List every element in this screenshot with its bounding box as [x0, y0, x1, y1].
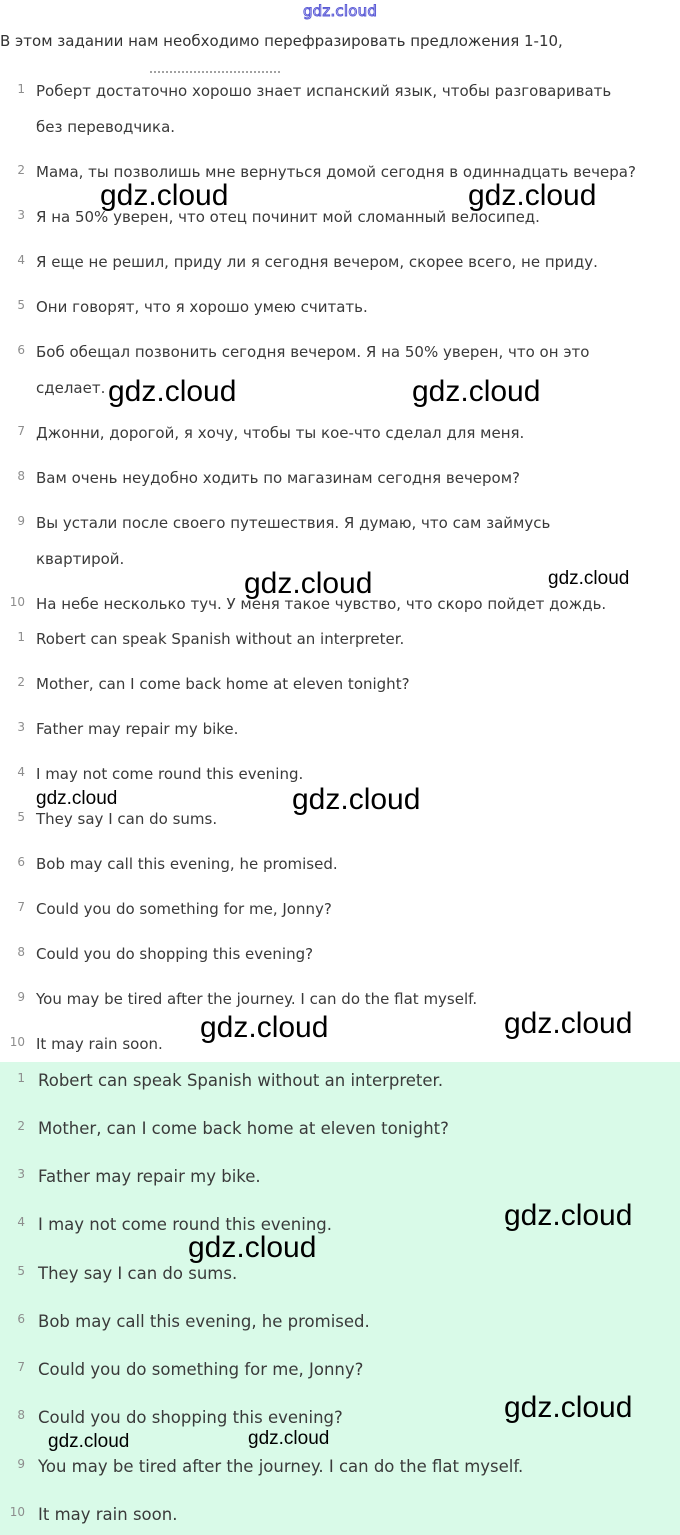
- watermark: gdz.cloud: [200, 1011, 329, 1044]
- item-number: 8: [17, 469, 25, 483]
- cut-off-text-line: [150, 71, 280, 77]
- item-text: Я еще не решил, приду ли я сегодня вечером, скорее всего, не приду.: [36, 253, 598, 271]
- item-number: 6: [17, 343, 25, 357]
- watermark: gdz.cloud: [100, 179, 229, 212]
- item-text: Джонни, дорогой, я хочу, чтобы ты кое-что сделал для меня.: [36, 424, 525, 442]
- item-text: Mother, can I come back home at eleven tonight?: [38, 1119, 449, 1138]
- watermark: gdz.cloud: [412, 375, 541, 408]
- item-text: I may not come round this evening.: [38, 1215, 332, 1234]
- item-text: They say I can do sums.: [36, 810, 218, 828]
- item-number: 1: [17, 630, 25, 644]
- item-number: 8: [17, 945, 25, 959]
- item-number: 3: [17, 208, 25, 222]
- item-number: 10: [9, 595, 25, 609]
- item-number: 9: [17, 1457, 25, 1471]
- item-text: It may rain soon.: [36, 1035, 163, 1053]
- item-number: 9: [17, 990, 25, 1004]
- item-number: 2: [17, 675, 25, 689]
- watermark: gdz.cloud: [468, 179, 597, 212]
- item-number: 5: [17, 1264, 25, 1278]
- item-text: Роберт достаточно хорошо знает испанский язык, чтобы разговаривать: [36, 82, 612, 100]
- watermark: gdz.cloud: [504, 1199, 633, 1232]
- watermark: gdz.cloud: [244, 567, 373, 600]
- item-text: It may rain soon.: [38, 1505, 178, 1524]
- item-text: Robert can speak Spanish without an interpreter.: [36, 630, 405, 648]
- item-number: 1: [17, 1071, 25, 1085]
- item-text: На небе несколько туч. У меня такое чувство, что скоро пойдет дождь.: [36, 595, 607, 613]
- watermark: gdz.cloud: [108, 375, 237, 408]
- item-text: Боб обещал позвонить сегодня вечером. Я на 50% уверен, что он это: [36, 343, 590, 361]
- site-logo[interactable]: gdz.cloud: [302, 2, 378, 20]
- watermark: gdz.cloud: [548, 568, 630, 589]
- intro-text: В этом задании нам необходимо перефразировать предложения 1-10,: [0, 32, 563, 50]
- item-text: You may be tired after the journey. I can do the flat myself.: [38, 1457, 524, 1476]
- watermark: gdz.cloud: [36, 788, 118, 809]
- item-number: 6: [17, 855, 25, 869]
- item-text: Вы устали после своего путешествия. Я думаю, что сам займусь: [36, 514, 551, 532]
- item-text: Они говорят, что я хорошо умею считать.: [36, 298, 368, 316]
- watermark: gdz.cloud: [248, 1428, 330, 1449]
- item-number: 5: [17, 298, 25, 312]
- item-text: Bob may call this evening, he promised.: [38, 1312, 370, 1331]
- item-text: Bob may call this evening, he promised.: [36, 855, 338, 873]
- answer-block: [0, 1062, 680, 1535]
- item-text-continued: квартирой.: [36, 550, 125, 568]
- item-number: 9: [17, 514, 25, 528]
- watermark: gdz.cloud: [292, 783, 421, 816]
- watermark: gdz.cloud: [188, 1231, 317, 1264]
- item-number: 4: [17, 765, 25, 779]
- item-number: 1: [17, 82, 25, 96]
- item-number: 2: [17, 1119, 25, 1133]
- item-text: Could you do something for me, Jonny?: [36, 900, 332, 918]
- item-text: Mother, can I come back home at eleven tonight?: [36, 675, 410, 693]
- item-text: Could you do shopping this evening?: [36, 945, 314, 963]
- item-number: 6: [17, 1312, 25, 1326]
- watermark: gdz.cloud: [48, 1431, 130, 1452]
- item-number: 3: [17, 720, 25, 734]
- item-text: Мама, ты позволишь мне вернуться домой сегодня в одиннадцать вечера?: [36, 163, 636, 181]
- item-text: Could you do something for me, Jonny?: [38, 1360, 364, 1379]
- item-number: 4: [17, 1215, 25, 1229]
- watermark: gdz.cloud: [504, 1391, 633, 1424]
- item-number: 7: [17, 900, 25, 914]
- item-text: Я на 50% уверен, что отец починит мой сломанный велосипед.: [36, 208, 540, 226]
- item-text: You may be tired after the journey. I can do the flat myself.: [36, 990, 478, 1008]
- item-text: Father may repair my bike.: [36, 720, 239, 738]
- item-text: I may not come round this evening.: [36, 765, 304, 783]
- item-text: Robert can speak Spanish without an interpreter.: [38, 1071, 444, 1090]
- item-text: Вам очень неудобно ходить по магазинам сегодня вечером?: [36, 469, 521, 487]
- item-number: 8: [17, 1408, 25, 1422]
- item-number: 7: [17, 1360, 25, 1374]
- item-number: 2: [17, 163, 25, 177]
- item-number: 10: [9, 1505, 25, 1519]
- item-text: They say I can do sums.: [38, 1264, 238, 1283]
- item-number: 10: [9, 1035, 25, 1049]
- item-number: 3: [17, 1167, 25, 1181]
- item-text-continued: без переводчика.: [36, 118, 176, 136]
- item-number: 7: [17, 424, 25, 438]
- item-number: 5: [17, 810, 25, 824]
- item-text: Could you do shopping this evening?: [38, 1408, 343, 1427]
- watermark: gdz.cloud: [504, 1007, 633, 1040]
- item-number: 4: [17, 253, 25, 267]
- item-text-continued: сделает.: [36, 379, 106, 397]
- item-text: Father may repair my bike.: [38, 1167, 261, 1186]
